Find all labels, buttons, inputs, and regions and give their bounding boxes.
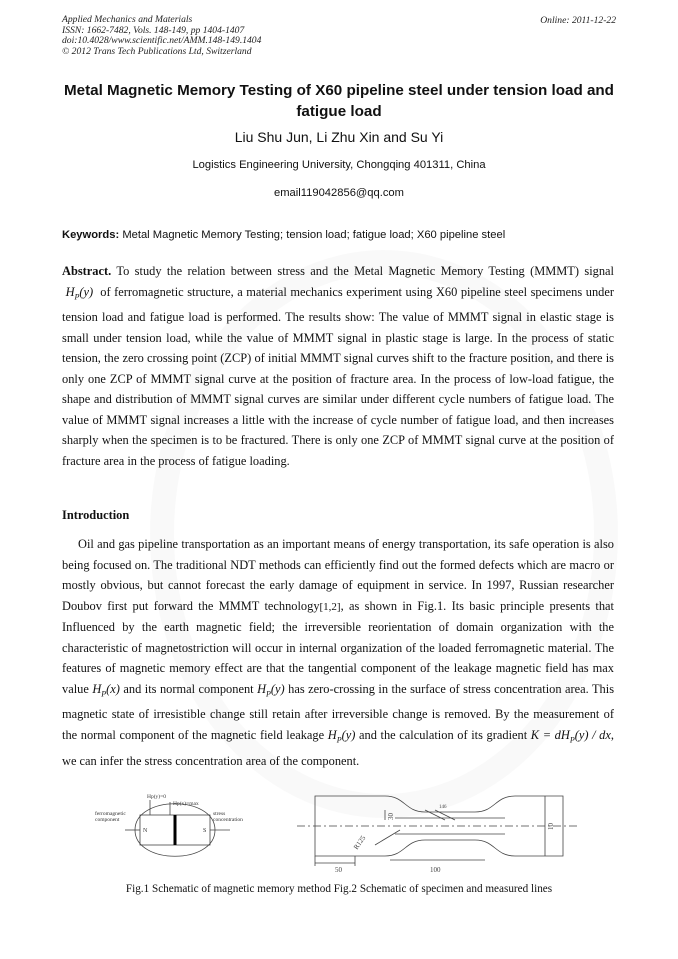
section-heading-introduction: Introduction [62, 508, 130, 522]
intro-text-2: , as shown in Fig.1. Its basic principle presents that Influenced by the earth magnetic field; the irreversible reorientation of domain organization with the characteristic of magnetostriction will occur in internal organization of the loaded ferromagnetic material. The features of magnetic memory effect are that the tangential component of the leakage magnetic field has max value [62, 598, 614, 696]
intro-text-5: and the calculation of its gradient [359, 727, 528, 742]
fig1-label-s: S [203, 828, 207, 834]
hpy-symbol-2: $H_P(y)$ [327, 727, 356, 745]
citation-link[interactable]: [1,2] [319, 600, 341, 613]
journal-header [62, 15, 261, 57]
fig2-dim-30: 30 [387, 813, 395, 820]
figure-caption: Fig.1 Schematic of magnetic memory method Fig.2 Schematic of specimen and measured lines [125, 883, 553, 895]
fig2-dim-mid: 146 [439, 805, 447, 810]
keywords [62, 229, 505, 241]
online-date: Online: 2011-12-22 [540, 15, 616, 26]
intro-text-4: has zero-crossing in the surface of stress concentration area. This magnetic state of irresistible change still retain after irreversible change is removed. By the measurement of the normal component of the magnetic field leakage [62, 681, 615, 742]
fig1-label-ferro: ferromagnetic [95, 811, 126, 817]
paper-title: Metal Magnetic Memory Testing of X60 pipeline steel under tension load and fatigue load [64, 82, 614, 120]
figure-1-magnetic-memory-schematic [95, 790, 275, 870]
intro-text-1: Oil and gas pipeline transportation as an important means of energy transportation, its safe operation is also being focused on. The traditional NDT methods can efficiently find out the formed defects which are macro or mostly obvious, but cannot forecast the early damage of equipment in service. In 1997, Russian researcher Doubov first put forward the MMMT technology [62, 537, 614, 613]
abstract-text-2: of ferromagnetic structure, a material mechanics experiment using X60 pipeline steel specimens under tension load and fatigue load is performed. The results show: The value of MMMT signal in elastic stage is small under tension load, while the value of MMMT signal in plastic stage is large. In the process of static tension, the zero crossing point (ZCP) of initial MMMT signal curves shift to the fracture position, and there is only one ZCP of MMMT signal curve at the position of fracture area. In the process of low-load fatigue, the shape and distribution of MMMT signal curves are similar under different cycle numbers of fatigue load. The value of MMMT signal increases a little with the increase of cycle number of fatigue load, and then increases sharply when the specimen is to be fractured. There is only one ZCP of MMMT signal curve at the position of fracture area in the process of fatigue loading. [62, 284, 614, 468]
gradient-formula: $K = dH_P(y)$ / dx [530, 727, 611, 745]
fig1-label-hp0: Hp(y)=0 [147, 794, 166, 800]
journal-name: Applied Mechanics and Materials [62, 14, 193, 25]
fig2-dim-100: 100 [430, 866, 441, 872]
fig1-label-hpmax: Hp(x)=max [173, 801, 199, 807]
doi-line: doi:10.4028/www.scientific.net/AMM.148-149.1404 [62, 35, 262, 46]
abstract-text-1: To study the relation between stress and the Metal Magnetic Memory Testing (MMMT) signal [116, 264, 614, 278]
issn-line: ISSN: 1662-7482, Vols. 148-149, pp 1404-1407 [62, 24, 245, 36]
fig2-dim-50: 50 [335, 866, 342, 872]
abstract [62, 261, 614, 471]
figure-2-specimen-schematic [295, 790, 585, 872]
keywords-text: Metal Magnetic Memory Testing; tension load; fatigue load; X60 pipeline steel [122, 229, 506, 241]
affiliation: Logistics Engineering University, Chongqing 401311, China [192, 159, 486, 171]
intro-text-6: , we can infer the stress concentration area of the component. [62, 727, 614, 768]
email[interactable]: email119042856@qq.com [274, 187, 404, 199]
fig1-label-stress: stress [213, 811, 226, 817]
fig1-label-concentration: concentration [213, 817, 243, 823]
fig1-label-n: N [143, 828, 148, 834]
introduction-paragraph [62, 534, 614, 771]
hp-symbol: $H_P(y)$ [65, 284, 94, 301]
fig2-dim-10: 10 [547, 823, 555, 830]
fig2-radius: R125 [352, 834, 368, 852]
hpx-symbol: $H_P(x)$ [92, 681, 120, 698]
abstract-label: Abstract. [62, 264, 112, 278]
keywords-label: Keywords: [62, 229, 120, 241]
intro-text-3: and its normal component [123, 681, 254, 696]
authors: Liu Shu Jun, Li Zhu Xin and Su Yi [234, 129, 444, 145]
fig1-label-component: component [95, 817, 120, 823]
hpy-symbol: $H_P(y)$ [257, 681, 285, 698]
copyright-line: © 2012 Trans Tech Publications Ltd, Switzerland [62, 45, 252, 57]
